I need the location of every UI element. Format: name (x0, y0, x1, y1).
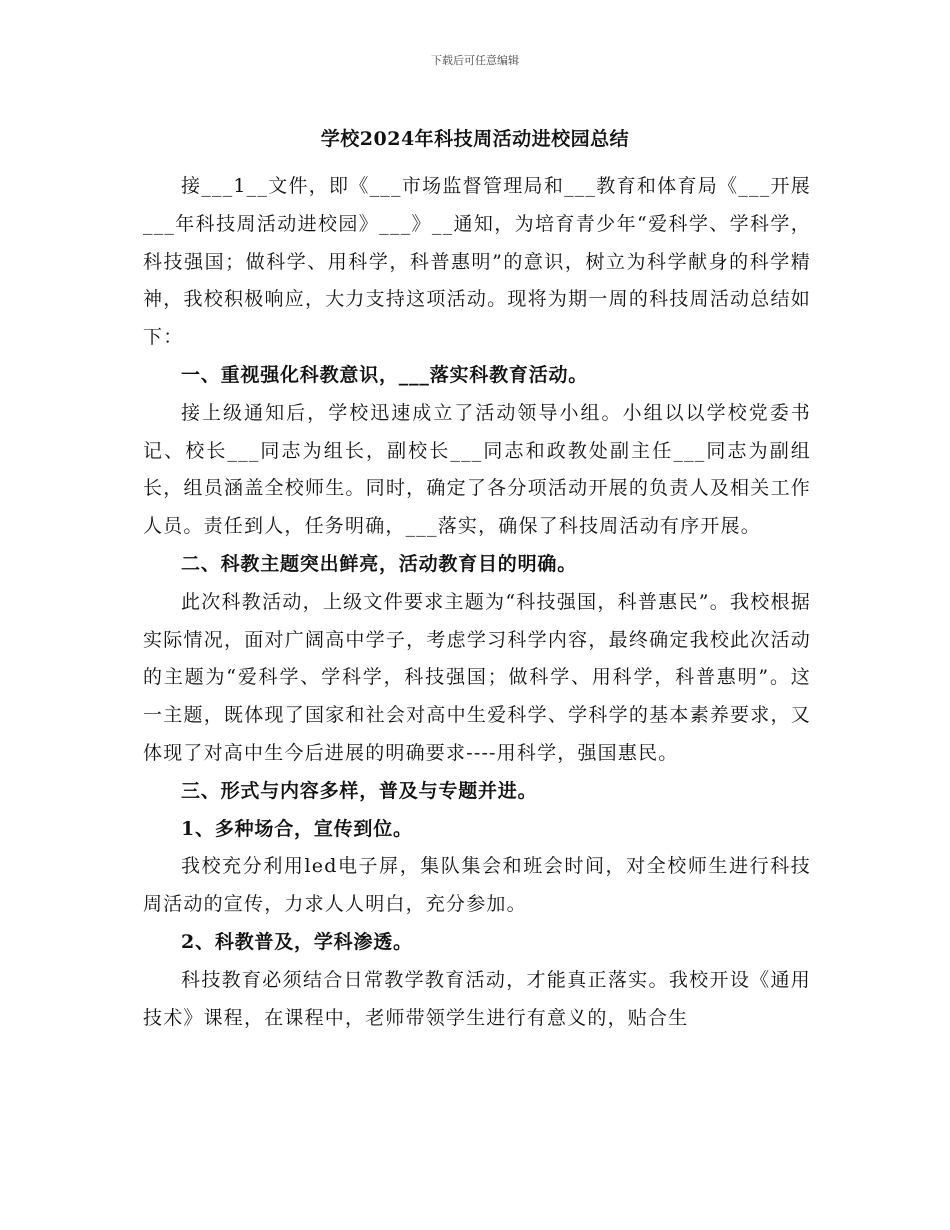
subheading-3-1: 1、多种场合，宣传到位。 (181, 817, 413, 840)
section-heading-1: 一、重视强化科教意识，___落实科教育活动。 (181, 363, 589, 386)
section-heading-3: 三、形式与内容多样，普及与专题并进。 (181, 779, 538, 802)
paragraph-3-1: 我校充分利用led电子屏，集队集会和班会时间，对全校师生进行科技周活动的宣传，力求人人明白，充分参加。 (143, 855, 811, 916)
paragraph-intro: 接___1__文件，即《___市场监督管理局和___教育和体育局《___开展___年科技周活动进校园》___》__通知，为培育青少年“爱科学、学科学，科技强国；做科学、用科学，科普惠明”的意识，树立为科学献身的科学精神，我校积极响应，大力支持这项活动。现将为期一周的科技周活动总结如下： (143, 175, 811, 349)
subheading-3-2: 2、科教普及，学科渗透。 (181, 930, 413, 953)
paragraph-section-2: 此次科教活动，上级文件要求主题为“科技强国，科普惠民”。我校根据实际情况，面对广阔高中学子，考虑学习科学内容，最终确定我校此次活动的主题为“爱科学、学科学，科技强国；做科学、用科学，科普惠明”。这一主题，既体现了国家和社会对高中生爱科学、学科学的基本素养要求，又体现了对高中生今后进展的明确要求----用科学，强国惠民。 (143, 590, 811, 764)
paragraph-section-1: 接上级通知后，学校迅速成立了活动领导小组。小组以以学校党委书记、校长___同志为组长，副校长___同志和政教处副主任___同志为副组长，组员涵盖全校师生。同时，确定了各分项活动开展的负责人及相关工作人员。责任到人，任务明确，___落实，确保了科技周活动有序开展。 (143, 401, 811, 538)
section-heading-2: 二、科教主题突出鲜亮，活动教育目的明确。 (181, 552, 578, 575)
document-body (143, 168, 811, 1037)
document-title: 学校2024年科技周活动进校园总结 (320, 128, 630, 150)
header-note: 下载后可任意编辑 (431, 54, 519, 67)
paragraph-3-2: 科技教育必须结合日常教学教育活动，才能真正落实。我校开设《通用技术》课程，在课程中，老师带领学生进行有意义的，贴合生 (143, 968, 811, 1029)
